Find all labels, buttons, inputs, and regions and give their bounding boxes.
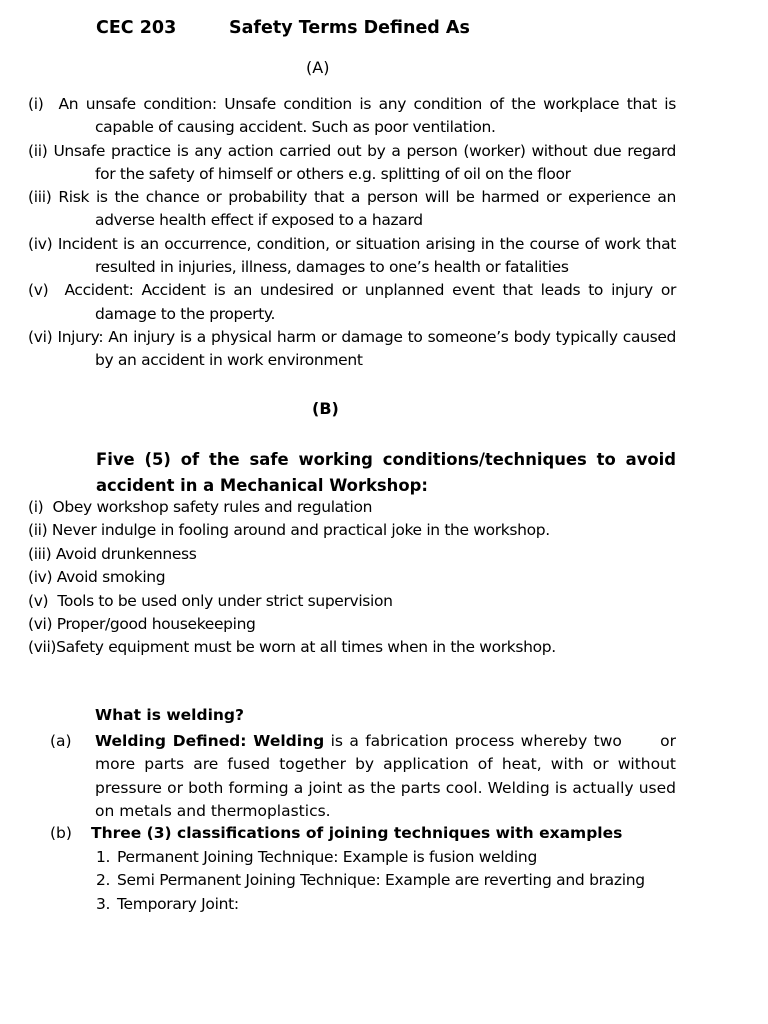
- item-text: Permanent Joining Technique: Example is fusion welding: [117, 848, 537, 866]
- list-item: [28, 93, 676, 140]
- definition-term: Welding Defined: Welding: [95, 732, 325, 750]
- safe-techniques-list: [28, 496, 556, 660]
- item-text: Safety equipment must be worn at all times when in the workshop.: [56, 638, 556, 657]
- item-text: Unsafe practice is any action carried out by a person (worker) without due regard for the safety of himself or others e.g. splitting of oil on the floor: [53, 141, 677, 183]
- item-number: (v): [28, 591, 49, 610]
- item-number: (iv): [28, 234, 53, 253]
- item-number: (iv): [28, 568, 53, 587]
- item-number: (vi): [28, 615, 53, 634]
- item-text: Avoid drunkenness: [55, 544, 197, 563]
- list-item: [96, 846, 645, 869]
- list-item: [28, 140, 676, 187]
- item-text: Injury: An injury is a physical harm or damage to someone’s body typically caused by an accident in work environment: [57, 327, 677, 370]
- item-number: 3.: [96, 894, 111, 913]
- item-text: Accident: Accident is an undesired or unplanned event that leads to injury or damage to the property.: [64, 281, 676, 323]
- list-item: [28, 519, 556, 542]
- list-item: [28, 543, 556, 566]
- item-number: (i): [28, 498, 44, 516]
- list-item: [28, 590, 556, 613]
- item-number: 2.: [96, 871, 111, 890]
- item-label: (b): [50, 824, 72, 842]
- item-text: Semi Permanent Joining Technique: Example are reverting and brazing: [117, 871, 645, 890]
- item-number: (i): [28, 95, 44, 113]
- list-item: [28, 326, 676, 373]
- section-a-label: (A): [306, 58, 330, 77]
- list-item: [28, 233, 676, 280]
- list-item: [28, 279, 676, 326]
- list-item: [28, 636, 556, 659]
- list-item: [28, 613, 556, 636]
- item-number: (ii): [28, 141, 48, 160]
- list-item: [96, 893, 645, 916]
- item-text: Tools to be used only under strict supervision: [57, 591, 393, 610]
- item-text: Never indulge in fooling around and practical joke in the workshop.: [51, 521, 550, 540]
- item-text: Incident is an occurrence, condition, or situation arising in the course of work that resulted in injuries, illness, damages to one’s health or fatalities: [57, 234, 676, 277]
- section-b-heading: Five (5) of the safe working conditions/techniques to avoid accident in a Mechanical Workshop:: [96, 450, 676, 495]
- safety-terms-list: [28, 93, 676, 373]
- page-title: Safety Terms Defined As: [229, 18, 470, 38]
- item-text: Avoid smoking: [56, 568, 166, 587]
- item-number: 1.: [96, 848, 111, 866]
- item-text: Temporary Joint:: [117, 894, 239, 913]
- list-item: [96, 869, 645, 892]
- page-header: [96, 18, 470, 38]
- item-number: (iii): [28, 188, 52, 207]
- list-item: [28, 566, 556, 589]
- classification-list: [96, 846, 645, 916]
- item-number: (iii): [28, 544, 52, 563]
- classification-title: Three (3) classifications of joining techniques with examples: [91, 824, 623, 842]
- section-b-label: (B): [312, 399, 339, 418]
- welding-question: What is welding?: [95, 706, 245, 724]
- item-text: Proper/good housekeeping: [56, 615, 256, 634]
- item-number: (v): [28, 281, 49, 300]
- list-item: [28, 496, 556, 519]
- item-number: (vii): [28, 638, 57, 657]
- item-text: An unsafe condition: Unsafe condition is any condition of the workplace that is capable of causing accident. Such as poor ventilation.: [58, 95, 676, 137]
- course-code: CEC 203: [96, 18, 177, 38]
- item-number: (vi): [28, 327, 53, 346]
- item-text: Obey workshop safety rules and regulation: [52, 498, 373, 516]
- item-number: (ii): [28, 521, 48, 540]
- classification-heading: [50, 822, 622, 845]
- welding-definition: [50, 730, 681, 823]
- definition-text: is a fabrication process whereby two or more parts are fused together by application of heat, with or without pressure or both forming a joint as the parts cool. Welding is actually used on metals and thermoplastics.: [95, 732, 681, 820]
- item-label: (a): [50, 732, 72, 750]
- list-item: [28, 186, 676, 233]
- item-text: Risk is the chance or probability that a person will be harmed or experience an adverse health effect if exposed to a hazard: [58, 188, 677, 230]
